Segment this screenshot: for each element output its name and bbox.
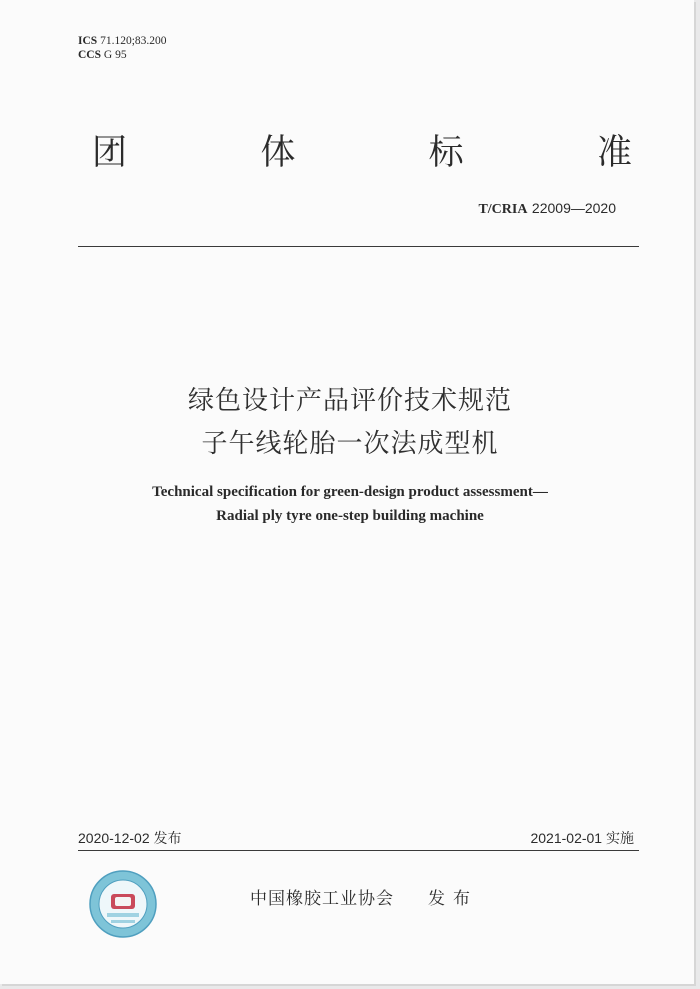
certification-seal-icon: [89, 870, 157, 938]
implementation-date-value: 2021-02-01: [530, 830, 603, 846]
ics-value: 71.120;83.200: [100, 35, 167, 47]
ics-label: ICS: [78, 35, 98, 47]
title-cn-line1: 绿色设计产品评价技术规范: [187, 386, 512, 416]
heading-char: 准: [596, 133, 632, 173]
implementation-date: [530, 828, 634, 848]
issue-date: [78, 828, 182, 848]
standard-number-prefix: T/CRIA: [478, 202, 528, 217]
bottom-divider: [78, 850, 639, 851]
title-en-line2: Radial ply tyre one-step building machine: [216, 508, 484, 524]
issue-date-word: 发布: [153, 831, 182, 847]
standard-type-heading: [92, 130, 632, 176]
publisher-name: 中国橡胶工业协会: [250, 889, 394, 909]
title-cn-line2: 子午线轮胎一次法成型机: [201, 429, 499, 459]
title-en-line1: Technical specification for green-design product assessment—: [152, 484, 548, 500]
classification-codes: [78, 34, 167, 62]
ccs-value: G 95: [103, 49, 127, 61]
standard-number: [478, 200, 616, 218]
top-divider: [78, 246, 639, 247]
ccs-label: CCS: [78, 49, 102, 61]
publisher-action: 发布: [428, 889, 478, 909]
implementation-date-word: 实施: [606, 831, 634, 847]
standard-number-value: 22009—2020: [531, 200, 616, 216]
heading-char: 体: [260, 133, 296, 173]
heading-char: 团: [92, 133, 128, 173]
issue-date-value: 2020-12-02: [78, 830, 150, 846]
heading-char: 标: [428, 133, 464, 173]
ccs-code: [78, 48, 167, 62]
ics-code: [78, 34, 167, 48]
